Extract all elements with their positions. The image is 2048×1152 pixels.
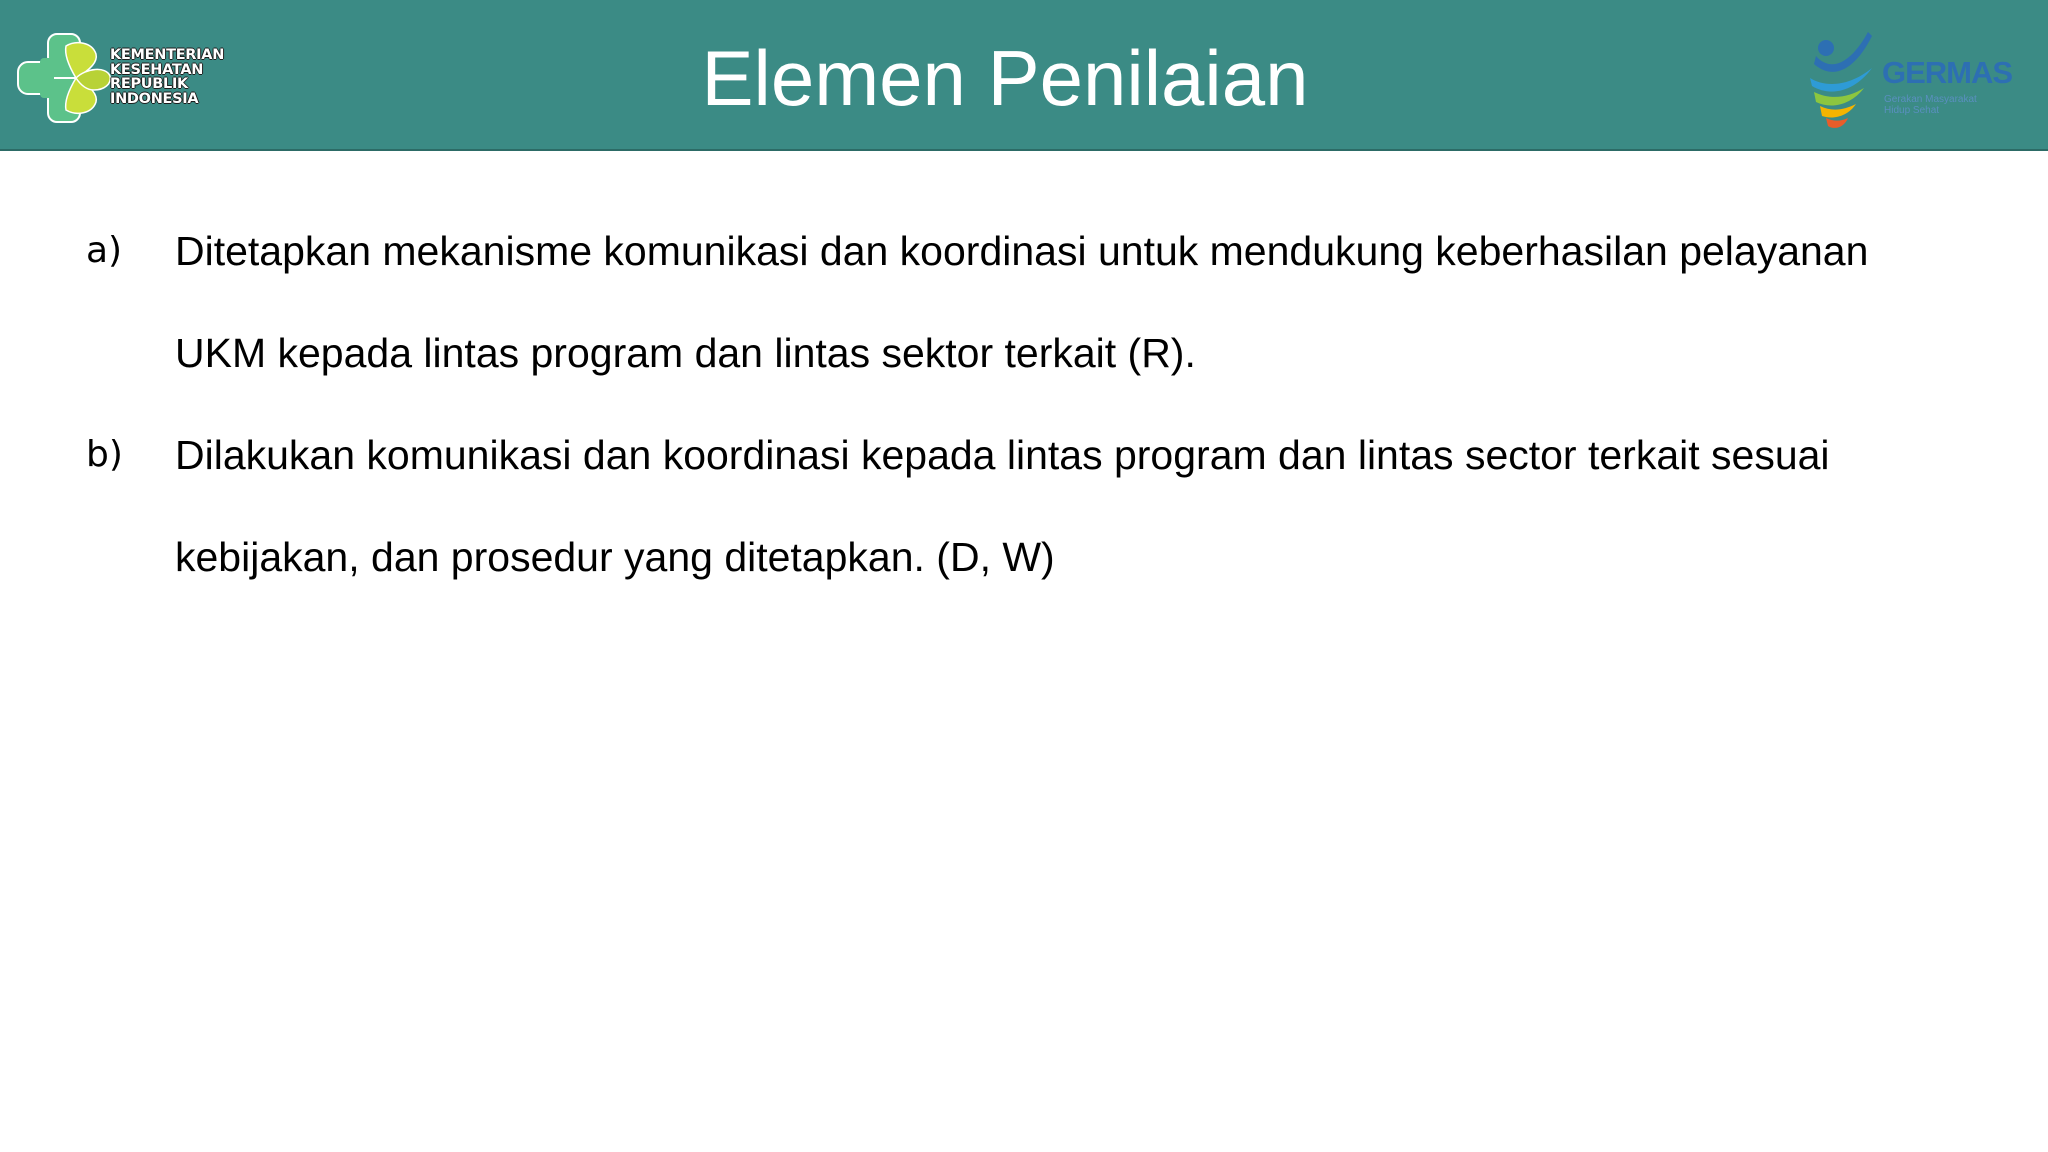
list-item-text — [175, 404, 2005, 608]
germas-tagline-line: Hidup Sehat — [1884, 105, 1940, 116]
kemenkes-line: KEMENTERIAN — [110, 47, 225, 63]
kemenkes-line: KESEHATAN — [110, 61, 204, 78]
list-marker: a) — [86, 230, 123, 271]
germas-name: GERMAS — [1882, 55, 2013, 90]
germas-tagline-line: Gerakan Masyarakat — [1884, 94, 1977, 105]
germas-figure-icon — [1806, 28, 1886, 134]
germas-logo — [1806, 28, 2016, 134]
list-item-line: Dilakukan komunikasi dan koordinasi kepada lintas program dan lintas sector terkait sesuai — [175, 432, 1830, 478]
kemenkes-line: REPUBLIK — [110, 76, 188, 92]
list-item-line: Ditetapkan mekanisme komunikasi dan koordinasi untuk mendukung keberhasilan pelayanan — [175, 228, 1869, 274]
slide-title: Elemen Penilaian — [701, 34, 1309, 122]
list-item-line: UKM kepada lintas program dan lintas sektor terkait (R). — [175, 330, 1196, 376]
list-marker: b) — [86, 434, 123, 475]
list-item-line: kebijakan, dan prosedur yang ditetapkan. (D, W) — [175, 534, 1055, 580]
kemenkes-line: INDONESIA — [110, 90, 199, 107]
germas-tagline — [1884, 94, 2004, 116]
header-bar — [0, 0, 2048, 151]
list-item-text — [175, 200, 2005, 404]
